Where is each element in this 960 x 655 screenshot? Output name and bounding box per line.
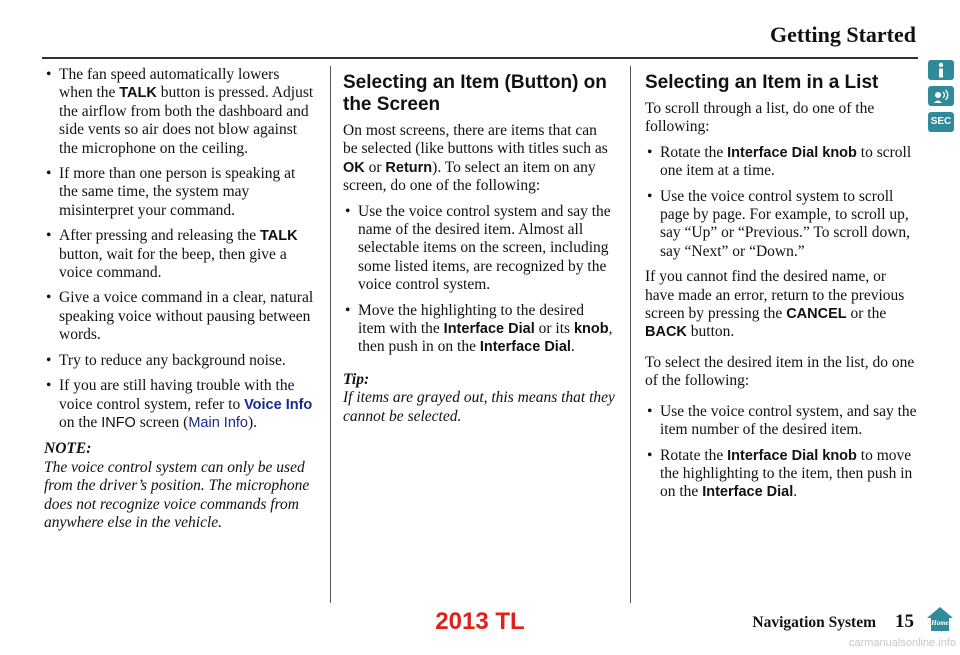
section-heading: Selecting an Item (Button) on the Screen bbox=[343, 72, 607, 115]
list-item: • Try to reduce any background noise. bbox=[44, 352, 316, 370]
note-block bbox=[44, 440, 316, 532]
note-heading: NOTE: bbox=[44, 440, 92, 458]
paragraph: On most screens, there are items that can be selected (like buttons with titles such as OK or Return). To select an item on any screen, do one of the following: bbox=[343, 122, 608, 195]
paragraph: If you cannot find the desired name, or have made an error, return to the previous screen by pressing the CANCEL or the BACK button. bbox=[645, 268, 905, 341]
page-number: 15 bbox=[895, 611, 914, 632]
voice-info-link[interactable]: Voice Info bbox=[244, 396, 313, 413]
model-label: 2013 TL bbox=[435, 608, 525, 635]
svg-text:Home: Home bbox=[931, 619, 949, 627]
column-divider bbox=[330, 66, 331, 603]
list-item: • The fan speed automatically lowers when the TALK button is pressed. Adjust the airflow from both the dashboard and side vents so air does not blow against the microphone on the ceiling. bbox=[44, 66, 316, 158]
home-icon[interactable] bbox=[926, 606, 954, 632]
side-nav bbox=[928, 60, 954, 138]
list-item: • If more than one person is speaking at the same time, the system may misinterpret your command. bbox=[44, 165, 316, 220]
column-middle bbox=[343, 66, 615, 426]
column-right bbox=[645, 66, 917, 509]
page-footer bbox=[0, 606, 960, 649]
list-item: • Use the voice control system and say the name of the desired item. Almost all selectable items on the screen, including some listed items, are recognized by the voice control system. bbox=[343, 203, 615, 295]
footer-section-label: Navigation System bbox=[752, 614, 876, 631]
page-header-title: Getting Started bbox=[769, 22, 916, 47]
main-info-link[interactable]: Main Info bbox=[188, 414, 248, 431]
list-item: • If you are still having trouble with the voice control system, refer to Voice Info on the INFO screen (Main Info). bbox=[44, 377, 316, 432]
watermark: carmanualsonline.info bbox=[848, 637, 956, 649]
tip-block bbox=[343, 371, 615, 426]
list-item: • Use the voice control system, and say the item number of the desired item. bbox=[645, 403, 917, 440]
list-item: • Move the highlighting to the desired item with the Interface Dial or its knob, then push in on the Interface Dial. bbox=[343, 302, 615, 357]
list-item: • Give a voice command in a clear, natural speaking voice without pausing between words. bbox=[44, 289, 316, 344]
header-divider bbox=[42, 57, 918, 59]
paragraph: To scroll through a list, do one of the following: bbox=[645, 100, 875, 136]
paragraph: To select the desired item in the list, do one of the following: bbox=[645, 353, 915, 390]
section-heading: Selecting an Item in a List bbox=[645, 72, 879, 93]
list-item: • Use the voice control system to scroll page by page. For example, to scroll up, say “Up” or “Previous.” To scroll down, say “Next” or “Down.” bbox=[645, 188, 917, 262]
list-item: • After pressing and releasing the TALK button, wait for the beep, then give a voice command. bbox=[44, 227, 316, 282]
voice-command-icon[interactable] bbox=[928, 86, 954, 106]
list-item: • Rotate the Interface Dial knob to move the highlighting to the item, then push in on the Interface Dial. bbox=[645, 447, 917, 502]
tip-text: If items are grayed out, this means that they cannot be selected. bbox=[343, 389, 615, 425]
sec-button[interactable]: SEC bbox=[928, 112, 954, 132]
note-text: The voice control system can only be used from the driver’s position. The microphone does not recognize voice commands from anywhere else in the vehicle. bbox=[44, 458, 310, 531]
list-item: • Rotate the Interface Dial knob to scroll one item at a time. bbox=[645, 144, 917, 181]
column-divider bbox=[630, 66, 631, 603]
column-left bbox=[44, 66, 316, 532]
tip-heading: Tip: bbox=[343, 370, 370, 388]
info-icon[interactable] bbox=[928, 60, 954, 80]
